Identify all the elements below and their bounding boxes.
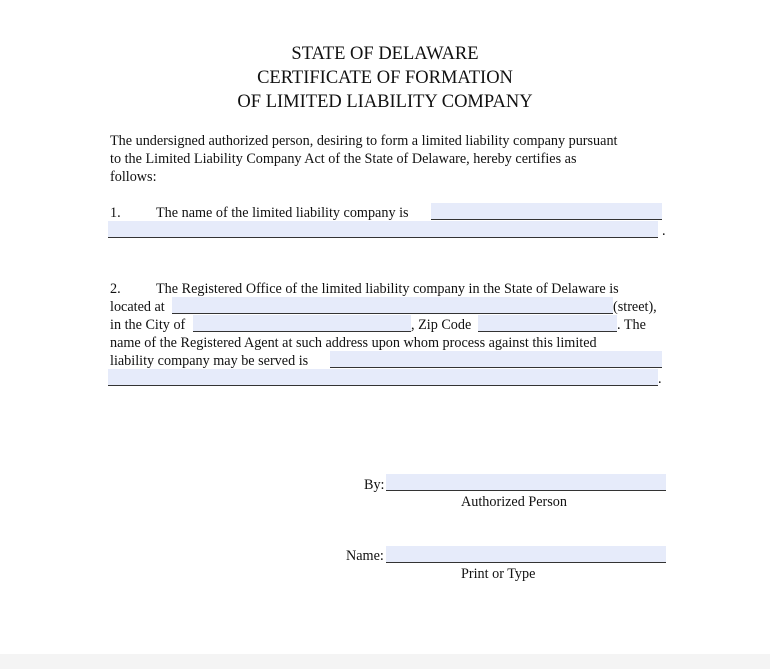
printed-name-field[interactable]	[386, 546, 666, 563]
intro-line-1: The undersigned authorized person, desiring to form a limited liability company pursuant	[110, 133, 618, 149]
registered-agent-field[interactable]	[330, 351, 662, 368]
item-2-line-5: liability company may be served is	[110, 353, 309, 369]
company-name-field[interactable]	[431, 203, 662, 220]
item-1-period: .	[662, 223, 666, 239]
document-title-line-3: OF LIMITED LIABILITY COMPANY	[237, 92, 533, 112]
document-title-line-2: CERTIFICATE OF FORMATION	[257, 68, 513, 88]
zip-code-field[interactable]	[478, 315, 617, 332]
intro-line-3: follows:	[110, 169, 157, 185]
item-1-label: The name of the limited liability company is	[156, 205, 409, 221]
item-2-period: .	[658, 371, 662, 387]
registered-agent-field-line-2[interactable]	[108, 369, 658, 386]
document-title-line-1: STATE OF DELAWARE	[291, 44, 479, 64]
item-2-number: 2.	[110, 281, 121, 297]
item-2-the: . The	[617, 317, 646, 333]
company-name-field-line-2[interactable]	[108, 221, 658, 238]
name-label: Name:	[346, 548, 384, 564]
item-2-line-4: name of the Registered Agent at such address upon whom process against this limited	[110, 335, 597, 351]
city-field[interactable]	[193, 315, 411, 332]
intro-line-2: to the Limited Liability Company Act of the State of Delaware, hereby certifies as	[110, 151, 577, 167]
viewer-bottom-edge	[0, 654, 770, 669]
item-1-number: 1.	[110, 205, 121, 221]
authorized-person-caption: Authorized Person	[461, 494, 567, 510]
print-or-type-caption: Print or Type	[461, 566, 536, 582]
item-2-located-at: located at	[110, 299, 165, 315]
item-2-line-1: The Registered Office of the limited liability company in the State of Delaware is	[156, 281, 619, 297]
street-label: (street),	[613, 299, 657, 315]
street-address-field[interactable]	[172, 297, 613, 314]
signature-field[interactable]	[386, 474, 666, 491]
city-label: in the City of	[110, 317, 186, 333]
zip-code-label: , Zip Code	[411, 317, 472, 333]
by-label: By:	[364, 477, 385, 493]
